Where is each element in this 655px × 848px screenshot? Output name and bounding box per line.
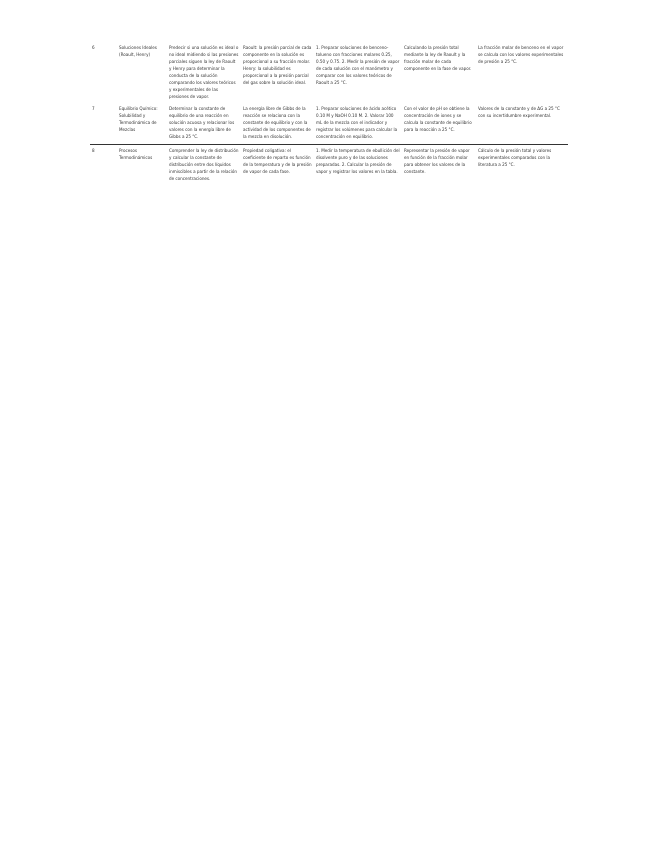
- row-topic: Soluciones Ideales (Roault, Henry): [119, 45, 157, 57]
- row-cell: Predecir si una solución es ideal o no ideal midiendo si las presiones parciales siguen la ley de Raoult y Henry para determinar la conducta de la solución comparando los valores teóricos y experimentales de las presiones de vapor.: [169, 45, 239, 99]
- row-cell: Con el valor de pH se obtiene la concentración de iones y se calcula la constante de equilibrio para la reacción a 25 °C.: [404, 106, 472, 132]
- row-cell: Representar la presión de vapor en función de la fracción molar para obtener los valores de la constante.: [404, 148, 470, 174]
- row-cell: 1. Preparar soluciones de benceno-tolueno con fracciones molares 0.25, 0.50 y 0.75. 2. Medir la presión de vapor de cada solución con el manómetro y comparar con los valores teóricos de Raoult a 25 °C.: [316, 45, 400, 85]
- table-row: [90, 145, 568, 187]
- row-topic: Procesos Termodinámicos: [119, 148, 153, 160]
- row-number: 7: [92, 106, 95, 111]
- row-cell: La fracción molar de benceno en el vapor se calcula con los valores experimentales de presión a 25 °C.: [478, 45, 564, 64]
- row-number: 8: [92, 148, 95, 153]
- row-cell: Propiedad coligativa: el coeficiente de reparto es función de la temperatura y de la presión de vapor de cada fase.: [243, 148, 312, 174]
- table-row: [90, 104, 568, 144]
- row-cell: Raoult: la presión parcial de cada componente en la solución es proporcional a su fracción molar. Henry: la solubilidad es proporcional a la presión parcial del gas sobre la solución ideal.: [243, 45, 312, 85]
- row-cell: Valores de la constante y de ΔG a 25 °C con su incertidumbre experimental.: [478, 106, 560, 118]
- row-topic: Equilibrio Químico: Solubilidad y Termodinámica de Mezclas: [119, 106, 158, 132]
- document-table: [90, 43, 568, 186]
- table-row: [90, 43, 568, 104]
- row-cell: Cálculo de la presión total y valores experimentales comparados con la literatura a 25 °C.: [478, 148, 552, 167]
- row-number: 6: [92, 45, 95, 50]
- row-cell: Comprender la ley de distribución y calcular la constante de distribución entre dos líquidos inmiscibles a partir de la relación de concentraciones.: [169, 148, 239, 181]
- row-cell: Calculando la presión total mediante la ley de Raoult y la fracción molar de cada componente en la fase de vapor.: [404, 45, 472, 71]
- row-cell: La energía libre de Gibbs de la reacción se relaciona con la constante de equilibrio y con la actividad de los componentes de la mezcla en disolución.: [243, 106, 311, 139]
- row-cell: 1. Preparar soluciones de ácido acético 0.10 M y NaOH 0.10 M. 2. Valorar 100 mL de la mezcla con el indicador y registrar los volúmenes para calcular la concentración en equilibrio.: [316, 106, 398, 139]
- row-cell: 1. Medir la temperatura de ebullición del disolvente puro y de las soluciones preparadas. 2. Calcular la presión de vapor y registrar los valores en la tabla.: [316, 148, 400, 174]
- row-cell: Determinar la constante de equilibrio de una reacción en solución acuosa y relacionar los valores con la energía libre de Gibbs a 25 °C.: [169, 106, 235, 139]
